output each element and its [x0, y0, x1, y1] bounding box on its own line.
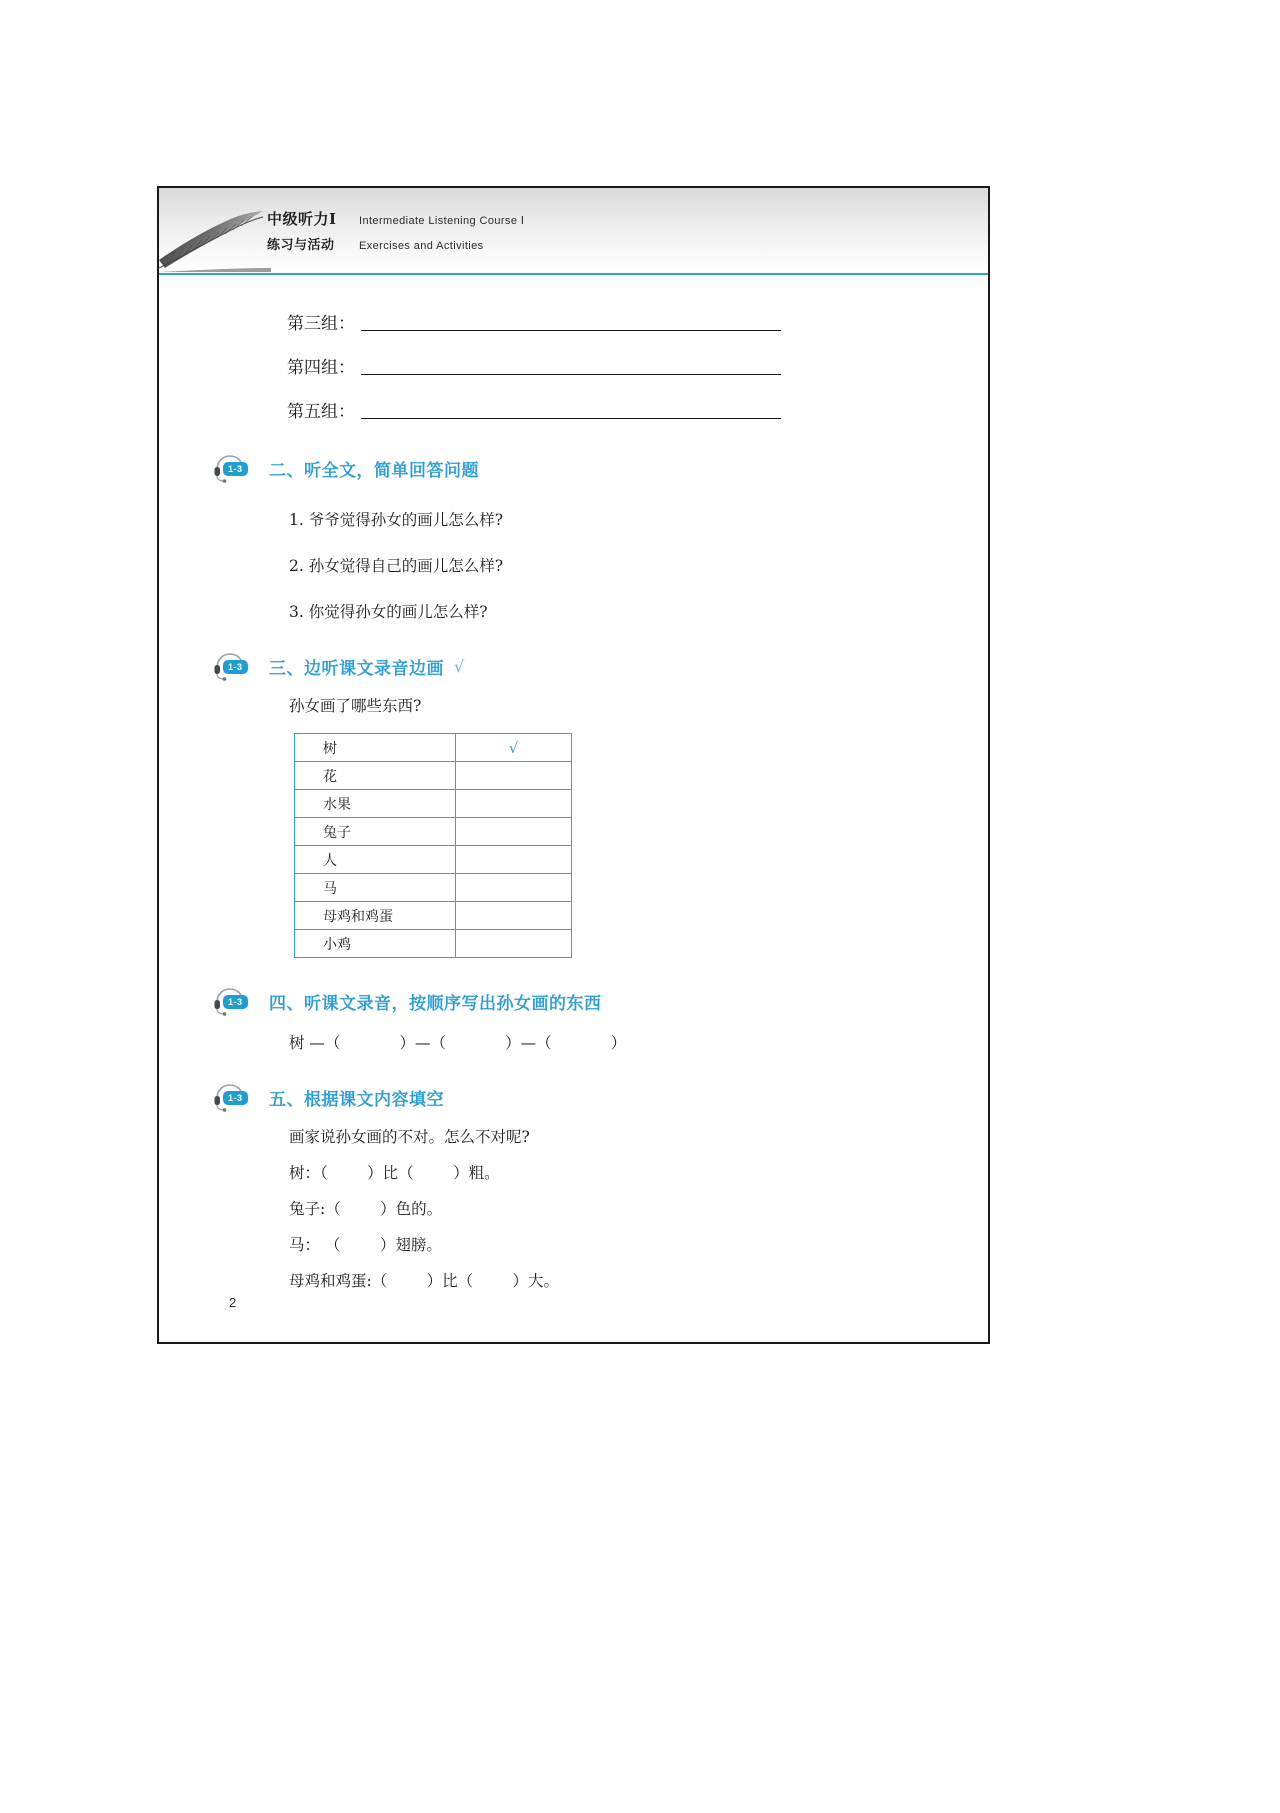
- fill-blank-line[interactable]: 母鸡和鸡蛋:（ ）比（ ）大。: [289, 1272, 560, 1290]
- table-cell-check[interactable]: [456, 790, 572, 818]
- check-table: [294, 733, 572, 958]
- table-cell-item: 母鸡和鸡蛋: [295, 902, 456, 930]
- group-answer-row: [287, 381, 988, 425]
- page-number: 2: [229, 1295, 237, 1310]
- question-item: 3. 你觉得孙女的画儿怎么样?: [289, 603, 488, 621]
- table-cell-check[interactable]: [456, 930, 572, 958]
- section-title: 五、根据课文内容填空: [269, 1089, 444, 1110]
- audio-track-badge: 1-3: [223, 995, 248, 1009]
- feather-decoration-image: [159, 202, 271, 272]
- section-heading-3: [207, 649, 988, 683]
- table-cell-check[interactable]: [456, 874, 572, 902]
- table-cell-check[interactable]: [456, 846, 572, 874]
- table-row[interactable]: [295, 818, 572, 846]
- question-item: 1. 爷爷觉得孙女的画儿怎么样?: [289, 511, 504, 529]
- section-check-icon: √: [454, 656, 465, 676]
- table-row[interactable]: [295, 762, 572, 790]
- table-cell-check[interactable]: [456, 762, 572, 790]
- course-title-cn: 中级听力Ⅰ: [267, 210, 337, 228]
- table-row[interactable]: [295, 902, 572, 930]
- table-row[interactable]: [295, 874, 572, 902]
- group-answer-blank[interactable]: [361, 417, 781, 419]
- course-subtitle-en: Exercises and Activities: [359, 240, 484, 252]
- group-answer-row: [287, 293, 988, 337]
- course-title-en: Intermediate Listening Course Ⅰ: [359, 215, 525, 227]
- headphone-icon: [207, 986, 269, 1016]
- section-heading-5: [207, 1080, 988, 1114]
- headphone-icon: [207, 1082, 269, 1112]
- table-row[interactable]: [295, 930, 572, 958]
- group-label: 第五组：: [287, 402, 355, 422]
- headphone-icon: [207, 651, 269, 681]
- group-label: 第三组：: [287, 314, 355, 334]
- header-title-block: [267, 208, 524, 260]
- table-cell-item: 水果: [295, 790, 456, 818]
- table-cell-item: 树: [295, 734, 456, 762]
- header-title-row-sub: [267, 234, 524, 260]
- table-row[interactable]: [295, 790, 572, 818]
- course-subtitle-cn: 练习与活动: [267, 238, 335, 253]
- worksheet-body: [159, 275, 988, 1292]
- group-answer-row: [287, 337, 988, 381]
- audio-track-badge: 1-3: [223, 1091, 248, 1105]
- group-label: 第四组：: [287, 358, 355, 378]
- fill-blank-line[interactable]: 兔子:（ ）色的。: [289, 1200, 443, 1218]
- ordered-answer-line[interactable]: 树 —（ ）—（ ）—（ ）: [289, 1034, 627, 1052]
- section-subtitle: 孙女画了哪些东西?: [289, 697, 422, 715]
- table-cell-item: 马: [295, 874, 456, 902]
- section-heading-4: [207, 984, 988, 1018]
- section-title: 三、边听课文录音边画: [269, 658, 444, 679]
- page-header: [159, 188, 988, 275]
- table-row[interactable]: [295, 846, 572, 874]
- table-cell-check[interactable]: [456, 902, 572, 930]
- section-prompt: 画家说孙女画的不对。怎么不对呢?: [289, 1128, 530, 1146]
- fill-blank-line[interactable]: 树：（ ）比（ ）粗。: [289, 1164, 500, 1182]
- header-title-row-main: [267, 208, 524, 234]
- table-cell-item: 花: [295, 762, 456, 790]
- table-row[interactable]: [295, 734, 572, 762]
- worksheet-page: [157, 186, 990, 1344]
- group-answer-blank[interactable]: [361, 373, 781, 375]
- group-answer-blank[interactable]: [361, 329, 781, 331]
- fill-blank-line[interactable]: 马： （ ）翅膀。: [289, 1236, 442, 1254]
- section-heading-2: [207, 451, 988, 485]
- section-title: 四、听课文录音，按顺序写出孙女画的东西: [269, 993, 602, 1014]
- headphone-icon: [207, 453, 269, 483]
- table-cell-item: 人: [295, 846, 456, 874]
- table-cell-check[interactable]: [456, 818, 572, 846]
- question-item: 2. 孙女觉得自己的画儿怎么样?: [289, 557, 504, 575]
- section-title: 二、听全文，简单回答问题: [269, 460, 479, 481]
- table-cell-item: 兔子: [295, 818, 456, 846]
- table-cell-item: 小鸡: [295, 930, 456, 958]
- table-cell-check[interactable]: √: [456, 734, 572, 762]
- audio-track-badge: 1-3: [223, 660, 248, 674]
- audio-track-badge: 1-3: [223, 462, 248, 476]
